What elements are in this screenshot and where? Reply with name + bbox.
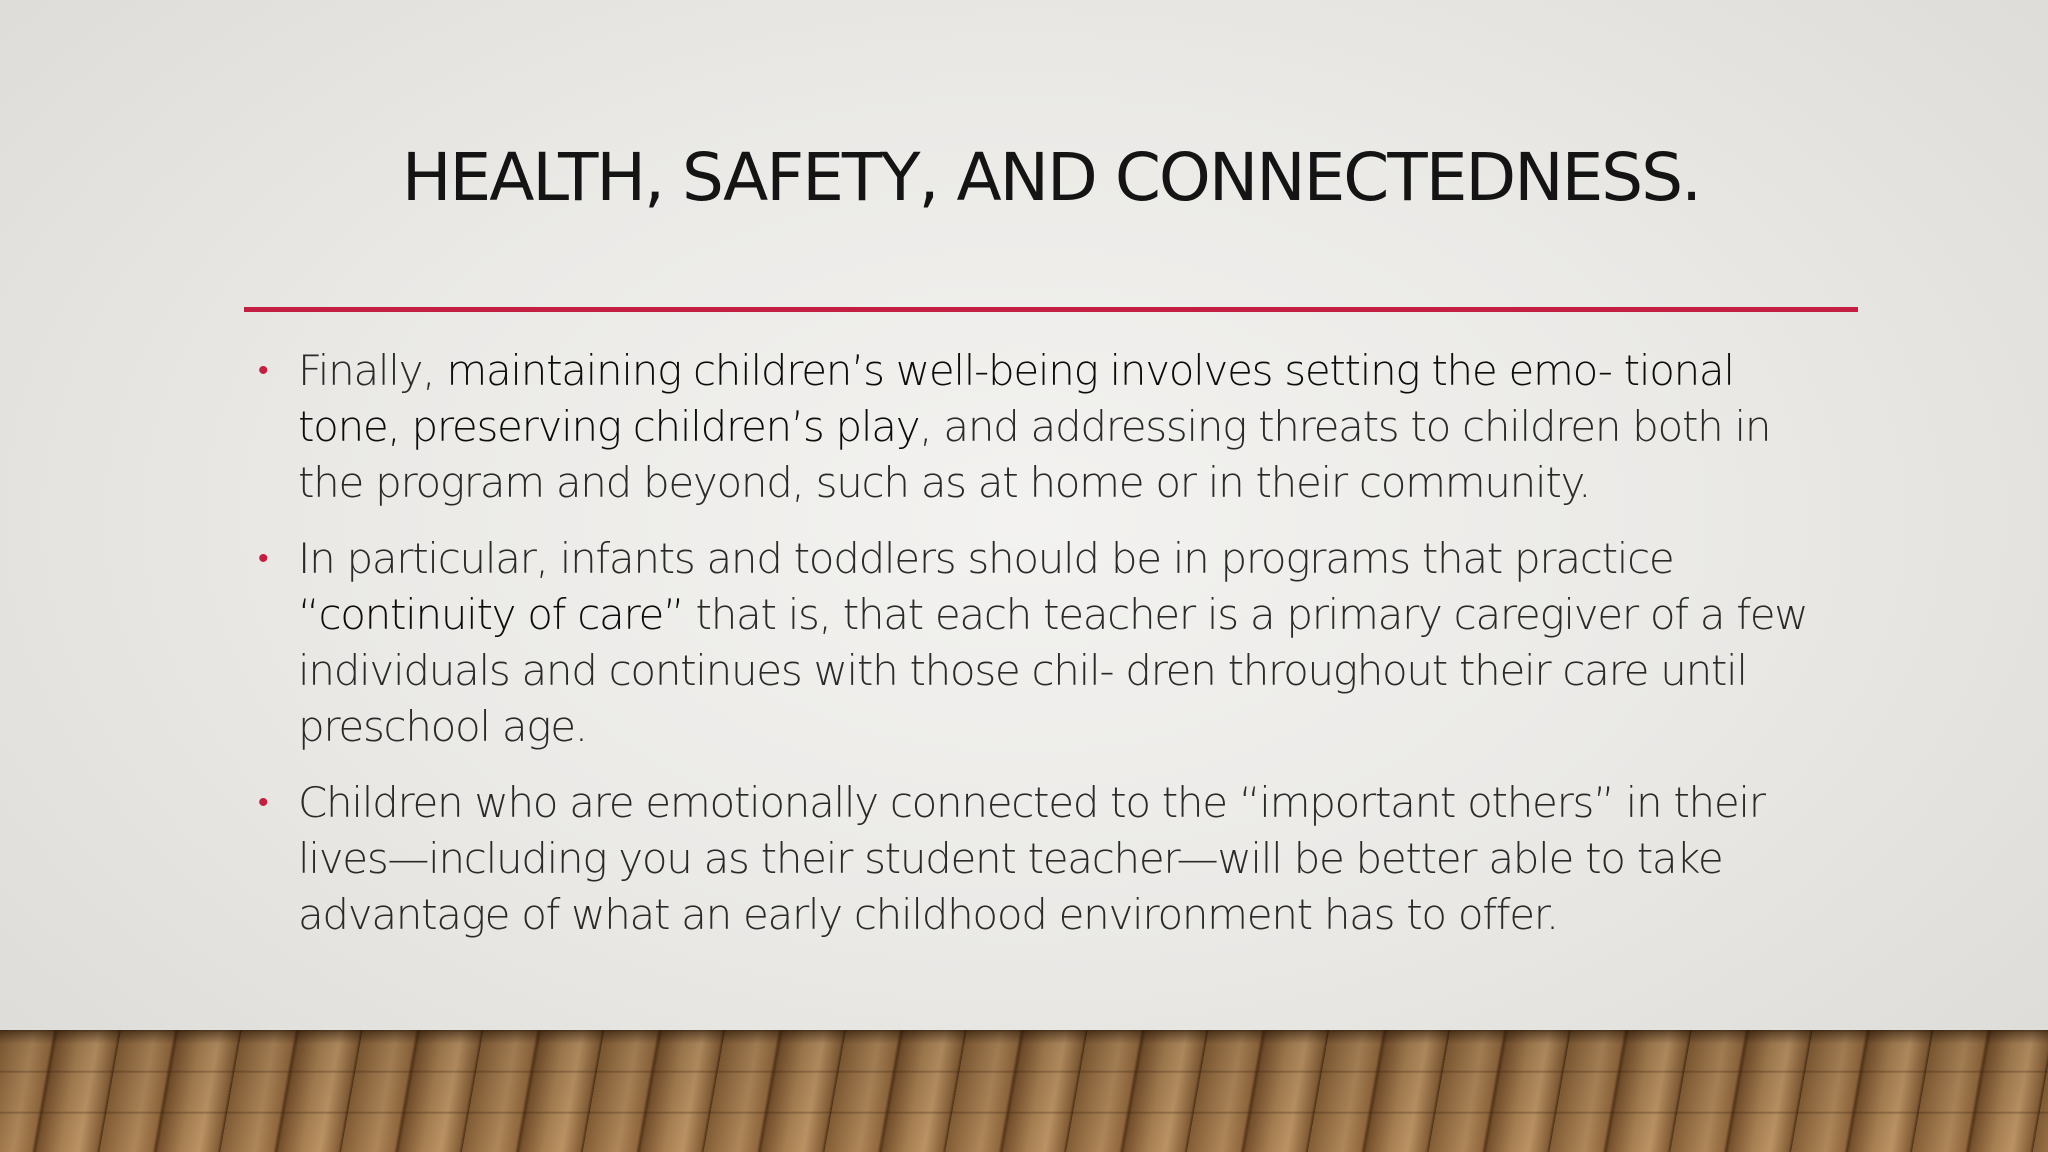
- bullet-icon: •: [258, 353, 268, 388]
- bullet-icon: •: [258, 541, 268, 576]
- bullet-emphasis: “continuity of care”: [298, 590, 684, 639]
- bullet-item: [258, 343, 1828, 511]
- bullet-text: Children who are emotionally connected to the “important others” in their lives—including you as their student teacher—will be better able to take advantage of what an early childhood environment has to offer.: [298, 778, 1765, 939]
- bullet-item: [258, 531, 1828, 755]
- bullet-text: In particular, infants and toddlers should be in programs that practice: [298, 534, 1674, 583]
- bullet-icon: •: [258, 785, 268, 820]
- bullet-text: , and addressing threats to children both in the program and beyond, such as at home or in their community.: [298, 402, 1771, 507]
- bullet-text: Finally,: [298, 346, 447, 395]
- bullet-item: [258, 775, 1828, 943]
- title-divider: [244, 307, 1858, 312]
- wood-floor-decoration: [0, 1030, 2048, 1152]
- bullet-emphasis: maintaining children’s well-being involves setting the emo- tional tone, preserving children’s play: [298, 346, 1734, 451]
- bullet-list: [258, 343, 1828, 963]
- slide-title: HEALTH, SAFETY, AND CONNECTEDNESS.: [401, 139, 1701, 216]
- bullet-text: that is, that each teacher is a primary caregiver of a few individuals and continues with those chil- dren throughout their care until preschool age.: [298, 590, 1808, 751]
